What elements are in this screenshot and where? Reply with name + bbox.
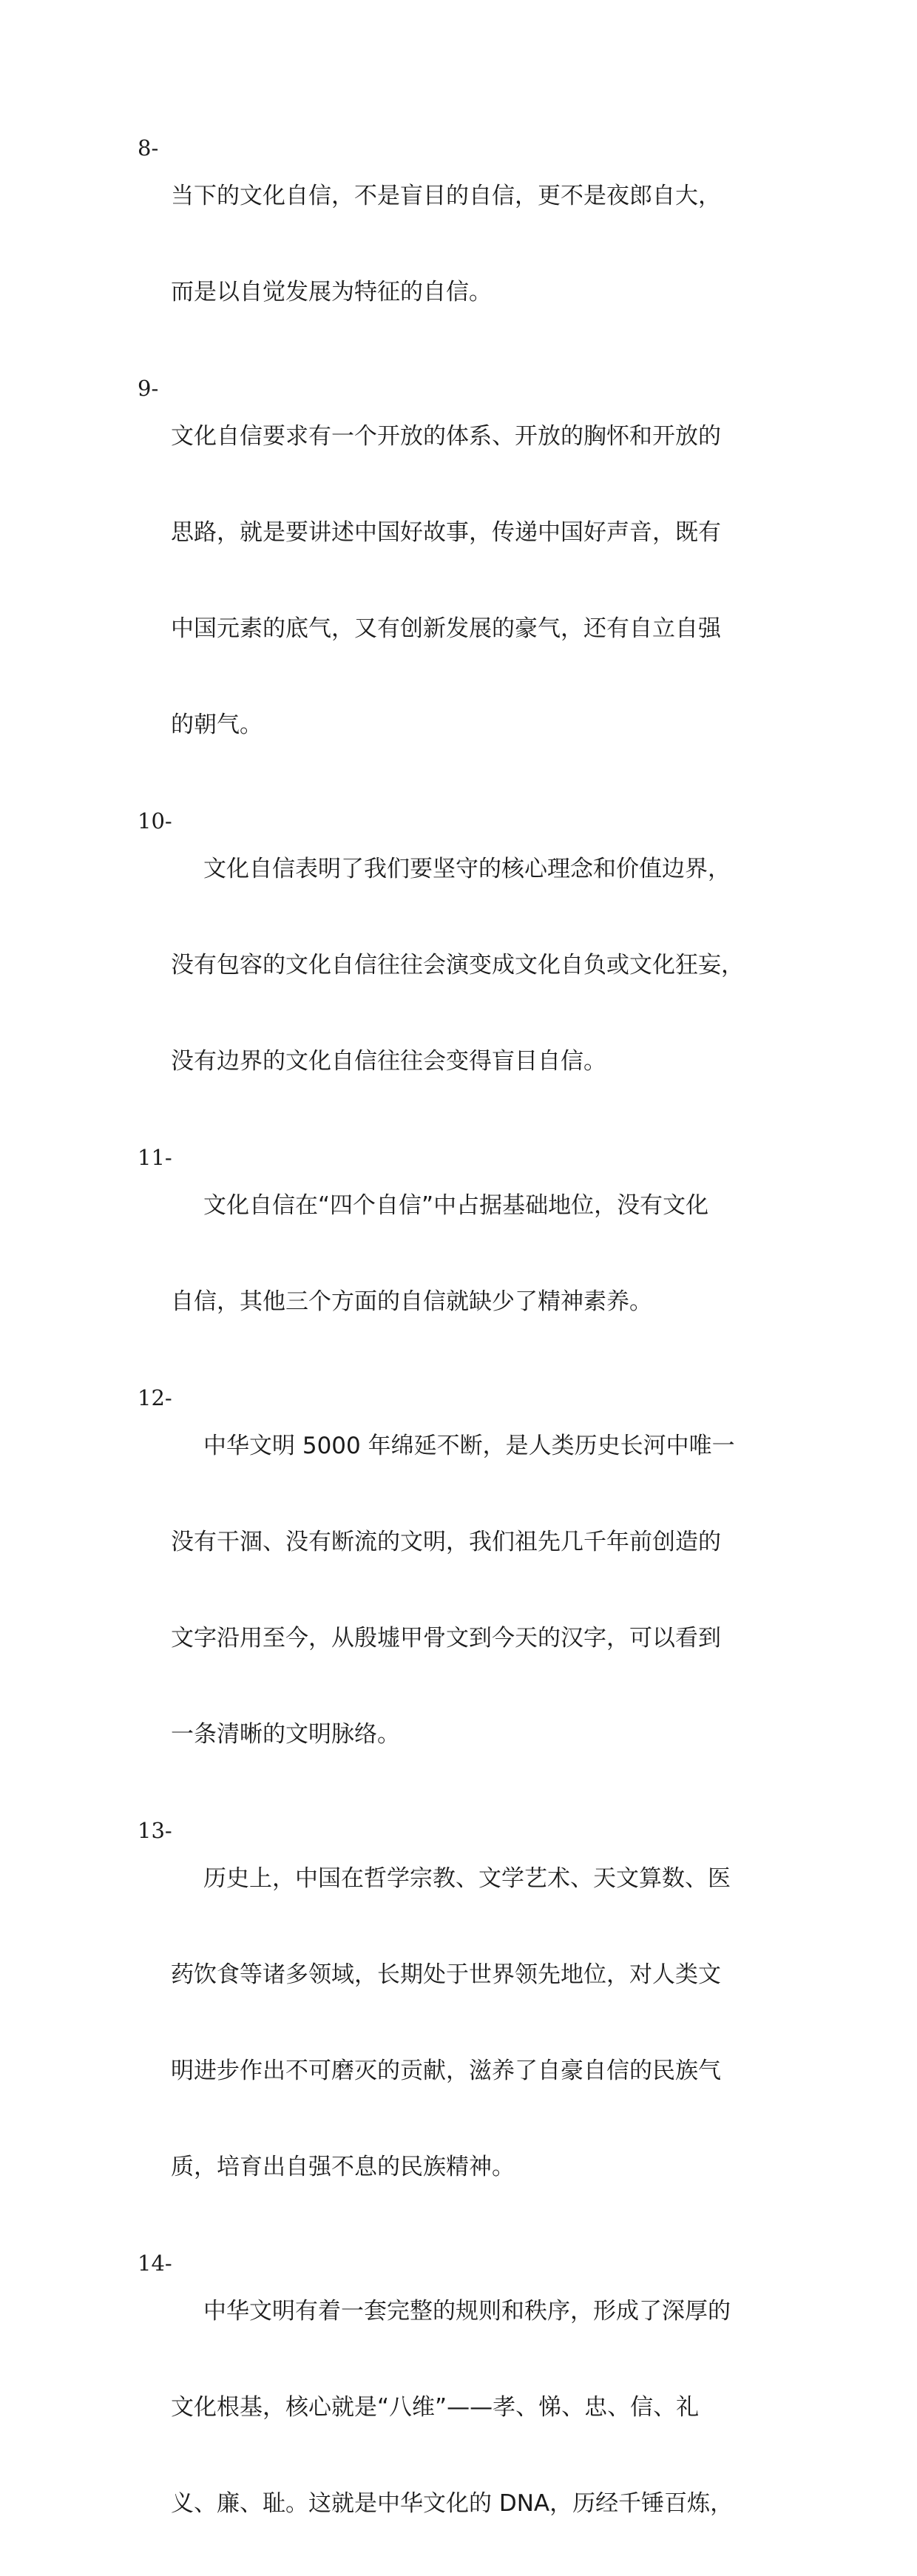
text-line: 没有包容的文化自信往往会演变成文化自负或文化狂妄， [171,952,744,978]
text-line: 当下的文化自信，不是盲目的自信，更不是夜郎自大， [171,183,721,209]
numbered-list [0,124,917,2576]
item-text [171,1807,807,2239]
item-text [171,365,807,797]
item-text [171,1374,807,1807]
list-item-10 [0,797,917,1134]
text-line: 义、廉、耻。这就是中华文化的 DNA，历经千锤百炼， [171,2490,734,2517]
text-line: 药饮食等诸多领域，长期处于世界领先地位，对人类文 [171,1961,721,1988]
text-line: 一条清晰的文明脉络。 [171,1721,400,1748]
item-number: 12- [138,1385,172,1410]
item-text [171,1134,807,1374]
text-line: 明进步作出不可磨灭的贡献，滋养了自豪自信的民族气 [171,2058,721,2084]
text-line: 而是以自觉发展为特征的自信。 [171,279,492,305]
list-item-12 [0,1374,917,1807]
text-line: 历史上，中国在哲学宗教、文学艺术、天文算数、医 [203,1865,731,1892]
text-line: 中华文明 5000 年绵延不断，是人类历史长河中唯一 [203,1433,735,1459]
item-text [171,124,807,365]
text-line: 没有干涸、没有断流的文明，我们祖先几千年前创造的 [171,1529,721,1555]
item-text [171,797,807,1134]
text-line: 文字沿用至今，从殷墟甲骨文到今天的汉字，可以看到 [171,1625,721,1652]
text-line: 的朝气。 [171,711,263,738]
text-line: 没有边界的文化自信往往会变得盲目自信。 [171,1048,606,1075]
item-number: 8- [138,135,159,160]
text-line: 文化根基，核心就是“八维”——孝、悌、忠、信、礼 [171,2394,700,2421]
list-item-9 [0,365,917,797]
text-line: 文化自信在“四个自信”中占据基础地位，没有文化 [203,1192,709,1219]
list-item-8 [0,124,917,365]
item-number: 14- [138,2251,172,2276]
text-line: 文化自信表明了我们要坚守的核心理念和价值边界， [203,856,731,882]
item-number: 9- [138,376,159,401]
text-line: 思路，就是要讲述中国好故事，传递中国好声音，既有 [171,519,721,546]
text-line: 质，培育出自强不息的民族精神。 [171,2154,515,2180]
list-item-14 [0,2239,917,2576]
item-number: 13- [138,1818,172,1843]
text-line: 自信，其他三个方面的自信就缺少了精神素养。 [171,1288,652,1315]
item-number: 11- [138,1145,172,1170]
list-item-11 [0,1134,917,1374]
item-number: 10- [138,808,172,834]
item-text [171,2239,807,2576]
list-item-13 [0,1807,917,2239]
text-line: 中华文明有着一套完整的规则和秩序，形成了深厚的 [203,2298,731,2325]
text-line: 中国元素的底气，又有创新发展的豪气，还有自立自强 [171,615,721,642]
text-line: 文化自信要求有一个开放的体系、开放的胸怀和开放的 [171,423,721,450]
